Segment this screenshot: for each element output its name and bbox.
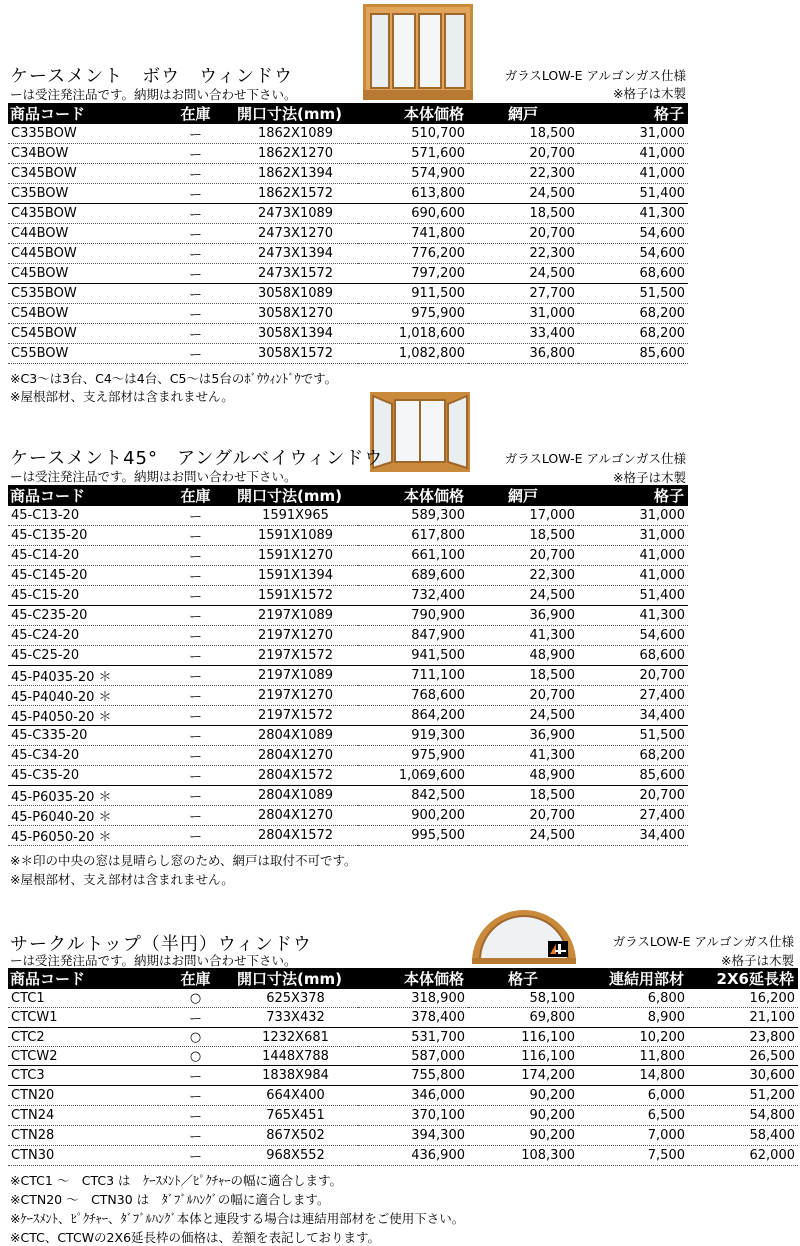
table-cell: 41,300 xyxy=(578,606,688,626)
table-cell: 45-C25-20 xyxy=(8,646,158,666)
table-cell: 664X400 xyxy=(233,1086,358,1106)
table-cell: 3058X1394 xyxy=(233,324,358,344)
table-cell: 27,400 xyxy=(578,686,688,706)
table-cell: 768,600 xyxy=(358,686,468,706)
circle-col-header: 在庫 xyxy=(180,970,211,988)
table-cell: ー xyxy=(158,606,233,626)
table-cell: 741,800 xyxy=(358,224,468,244)
table-cell: 31,000 xyxy=(578,526,688,546)
table-cell: 7,500 xyxy=(578,1146,688,1166)
table-cell: ー xyxy=(158,766,233,786)
table-cell: ー xyxy=(158,1008,233,1028)
table-cell: 3058X1089 xyxy=(233,284,358,304)
table-cell: 41,000 xyxy=(578,566,688,586)
table-cell: ー xyxy=(158,244,233,264)
table-cell: CTN20 xyxy=(8,1086,158,1106)
table-cell: 27,700 xyxy=(468,284,578,304)
table-cell: 51,200 xyxy=(688,1086,798,1106)
bow-col-header: 網戸 xyxy=(507,105,538,123)
table-cell: ー xyxy=(158,686,233,706)
table-cell: 1,018,600 xyxy=(358,324,468,344)
table-cell: CTN28 xyxy=(8,1126,158,1146)
table-cell: 90,200 xyxy=(468,1086,578,1106)
table-cell: 18,500 xyxy=(468,666,578,686)
table-cell: ○ xyxy=(158,989,233,1008)
table-cell: 54,800 xyxy=(688,1106,798,1126)
table-cell: 24,500 xyxy=(468,826,578,846)
table-cell: CTCW2 xyxy=(8,1047,158,1066)
table-cell: 20,700 xyxy=(468,546,578,566)
table-cell: CTN24 xyxy=(8,1106,158,1126)
table-cell: 20,700 xyxy=(468,686,578,706)
bay-col-header: 商品コード xyxy=(10,487,86,505)
table-cell: C545BOW xyxy=(8,324,158,344)
table-cell: 90,200 xyxy=(468,1106,578,1126)
bay-grille-spec: ※格子は木製 xyxy=(613,470,686,485)
table-cell: 2197X1089 xyxy=(233,666,358,686)
table-cell: 394,300 xyxy=(358,1126,468,1146)
table-cell: 587,000 xyxy=(358,1047,468,1066)
table-cell: 733X432 xyxy=(233,1008,358,1028)
table-cell: 68,200 xyxy=(578,324,688,344)
circle-col-header: 商品コード xyxy=(10,970,86,988)
circle-header-row xyxy=(8,968,798,989)
table-cell: ー xyxy=(158,786,233,806)
bow-glass-spec: ガラスLOW-E アルゴンガス仕様 xyxy=(504,68,686,83)
table-cell: 17,000 xyxy=(468,506,578,526)
circle-title: サークルトップ（半円）ウィンドウ xyxy=(10,934,312,955)
table-cell: 625X378 xyxy=(233,989,358,1008)
table-cell: ー xyxy=(158,746,233,766)
bay-col-header: 在庫 xyxy=(180,487,211,505)
bow-footnote-1: ※C3～は3台、C4～は4台、C5～は5台のﾎﾞｳｳｨﾝﾄﾞｳです。 xyxy=(10,371,338,386)
table-cell: 14,800 xyxy=(578,1066,688,1086)
bow-col-header: 在庫 xyxy=(180,105,211,123)
table-cell: ー xyxy=(158,1086,233,1106)
circle-table-body xyxy=(8,989,798,1166)
table-cell: 689,600 xyxy=(358,566,468,586)
bay-col-header: 本体価格 xyxy=(403,487,464,505)
table-cell: 2804X1572 xyxy=(233,826,358,846)
table-cell: 20,700 xyxy=(468,144,578,164)
table-cell: C335BOW xyxy=(8,124,158,144)
table-cell: 346,000 xyxy=(358,1086,468,1106)
table-row xyxy=(8,1086,798,1106)
table-cell: 34,400 xyxy=(578,706,688,726)
table-cell: C34BOW xyxy=(8,144,158,164)
table-cell: 755,800 xyxy=(358,1066,468,1086)
table-cell: 41,000 xyxy=(578,546,688,566)
table-cell: 45-P4040-20 ＊ xyxy=(8,686,158,706)
table-row xyxy=(8,1146,798,1166)
circle-footnote-3: ※ｹｰｽﾒﾝﾄ、ﾋﾟｸﾁｬｰ、ﾀﾞﾌﾞﾙﾊﾝｸﾞ本体と連段する場合は連結用部材をご使用下さい。 xyxy=(10,1211,465,1226)
table-cell: 975,900 xyxy=(358,304,468,324)
circle-glass-spec: ガラスLOW-E アルゴンガス仕様 xyxy=(612,934,794,949)
table-cell: 1591X965 xyxy=(233,506,358,526)
table-cell: 1591X1572 xyxy=(233,586,358,606)
table-cell: CTC1 xyxy=(8,989,158,1008)
table-cell: 571,600 xyxy=(358,144,468,164)
table-cell: 2197X1089 xyxy=(233,606,358,626)
table-cell: C345BOW xyxy=(8,164,158,184)
table-cell: 85,600 xyxy=(578,766,688,786)
table-cell: 1838X984 xyxy=(233,1066,358,1086)
table-cell: 45-C24-20 xyxy=(8,626,158,646)
table-cell: 2804X1089 xyxy=(233,786,358,806)
table-cell: 116,100 xyxy=(468,1047,578,1066)
circle-col-header: 開口寸法(mm) xyxy=(237,970,342,988)
table-cell: 22,300 xyxy=(468,566,578,586)
table-cell: 54,600 xyxy=(578,224,688,244)
table-cell: 2804X1089 xyxy=(233,726,358,746)
table-cell: 54,600 xyxy=(578,244,688,264)
table-cell: 41,000 xyxy=(578,144,688,164)
table-cell: 617,800 xyxy=(358,526,468,546)
bay-col-header: 格子 xyxy=(653,487,684,505)
table-cell: 51,500 xyxy=(578,726,688,746)
table-cell: 1591X1089 xyxy=(233,526,358,546)
table-cell: 24,500 xyxy=(468,586,578,606)
table-cell: 732,400 xyxy=(358,586,468,606)
table-cell: 45-C15-20 xyxy=(8,586,158,606)
table-cell: 20,700 xyxy=(578,666,688,686)
bay-glass-spec: ガラスLOW-E アルゴンガス仕様 xyxy=(504,451,686,466)
bow-order-note: ーは受注発注品です。納期はお問い合わせ下さい。 xyxy=(10,87,297,102)
table-cell: 900,200 xyxy=(358,806,468,826)
table-cell: 116,100 xyxy=(468,1028,578,1047)
table-cell: ー xyxy=(158,224,233,244)
table-cell: 41,300 xyxy=(468,626,578,646)
table-cell: CTCW1 xyxy=(8,1008,158,1028)
table-cell: 1591X1270 xyxy=(233,546,358,566)
table-cell: 7,000 xyxy=(578,1126,688,1146)
table-cell: 31,000 xyxy=(468,304,578,324)
table-cell: 68,200 xyxy=(578,746,688,766)
table-cell: ー xyxy=(158,164,233,184)
table-cell: 51,400 xyxy=(578,586,688,606)
table-cell: 613,800 xyxy=(358,184,468,204)
table-cell: 2197X1270 xyxy=(233,686,358,706)
table-cell: 574,900 xyxy=(358,164,468,184)
table-cell: 41,300 xyxy=(578,204,688,224)
circle-footnote-4: ※CTC、CTCWの2X6延長枠の価格は、差額を表記しております。 xyxy=(10,1230,381,1245)
table-cell: 2804X1270 xyxy=(233,746,358,766)
table-cell: 711,100 xyxy=(358,666,468,686)
table-cell: 2804X1270 xyxy=(233,806,358,826)
table-cell: C45BOW xyxy=(8,264,158,284)
table-cell: 174,200 xyxy=(468,1066,578,1086)
table-row xyxy=(8,1028,798,1047)
circle-footnote-2: ※CTN20 ～ CTN30 は ﾀﾞﾌﾞﾙﾊﾝｸﾞの幅に適合します。 xyxy=(10,1192,330,1207)
table-cell: 16,200 xyxy=(688,989,798,1008)
table-cell: 1232X681 xyxy=(233,1028,358,1047)
table-cell: C55BOW xyxy=(8,344,158,364)
table-cell: 108,300 xyxy=(468,1146,578,1166)
table-cell: 589,300 xyxy=(358,506,468,526)
table-cell: 531,700 xyxy=(358,1028,468,1047)
bay-col-header: 開口寸法(mm) xyxy=(237,487,342,505)
table-cell: 765X451 xyxy=(233,1106,358,1126)
table-cell: 85,600 xyxy=(578,344,688,364)
table-cell: 41,300 xyxy=(468,746,578,766)
circle-col-header: 連結用部材 xyxy=(608,970,684,988)
table-cell: 45-P4035-20 ＊ xyxy=(8,666,158,686)
table-cell: 36,900 xyxy=(468,606,578,626)
table-cell: C54BOW xyxy=(8,304,158,324)
table-cell: ー xyxy=(158,546,233,566)
table-cell: 2804X1572 xyxy=(233,766,358,786)
table-cell: ー xyxy=(158,666,233,686)
table-cell: 919,300 xyxy=(358,726,468,746)
table-cell: 45-P6050-20 ＊ xyxy=(8,826,158,846)
table-cell: 20,700 xyxy=(578,786,688,806)
table-cell: 45-C145-20 xyxy=(8,566,158,586)
table-cell: 45-C235-20 xyxy=(8,606,158,626)
table-cell: 31,000 xyxy=(578,124,688,144)
table-cell: 6,500 xyxy=(578,1106,688,1126)
bow-title: ケースメント ボウ ウィンドウ xyxy=(10,66,294,87)
table-cell: 45-P6035-20 ＊ xyxy=(8,786,158,806)
table-cell: 69,800 xyxy=(468,1008,578,1028)
table-cell: 45-C13-20 xyxy=(8,506,158,526)
table-cell: 26,500 xyxy=(688,1047,798,1066)
table-cell: ー xyxy=(158,726,233,746)
table-cell: C35BOW xyxy=(8,184,158,204)
table-cell: 41,000 xyxy=(578,164,688,184)
table-cell: 318,900 xyxy=(358,989,468,1008)
table-cell: 45-C335-20 xyxy=(8,726,158,746)
table-cell: ー xyxy=(158,826,233,846)
table-cell: 23,800 xyxy=(688,1028,798,1047)
bow-col-header: 商品コード xyxy=(10,105,86,123)
table-cell: 2473X1270 xyxy=(233,224,358,244)
table-cell: 510,700 xyxy=(358,124,468,144)
table-cell: ー xyxy=(158,1146,233,1166)
table-cell: 2197X1572 xyxy=(233,706,358,726)
table-cell: 1862X1089 xyxy=(233,124,358,144)
table-cell: 2197X1270 xyxy=(233,626,358,646)
table-cell: 22,300 xyxy=(468,164,578,184)
table-cell: ー xyxy=(158,184,233,204)
bow-footnote-2: ※屋根部材、支え部材は含まれません。 xyxy=(10,389,234,404)
table-cell: 90,200 xyxy=(468,1126,578,1146)
table-cell: ー xyxy=(158,706,233,726)
table-cell: ー xyxy=(158,264,233,284)
table-cell: C445BOW xyxy=(8,244,158,264)
table-cell: ー xyxy=(158,526,233,546)
table-cell: 975,900 xyxy=(358,746,468,766)
table-cell: ー xyxy=(158,1106,233,1126)
table-cell: 1448X788 xyxy=(233,1047,358,1066)
table-cell: ー xyxy=(158,204,233,224)
bay-col-header: 網戸 xyxy=(507,487,538,505)
table-cell: 690,600 xyxy=(358,204,468,224)
table-cell: 54,600 xyxy=(578,626,688,646)
table-cell: 10,200 xyxy=(578,1028,688,1047)
table-cell: 58,100 xyxy=(468,989,578,1008)
table-cell: C44BOW xyxy=(8,224,158,244)
table-cell: ー xyxy=(158,304,233,324)
table-cell: 8,900 xyxy=(578,1008,688,1028)
table-cell: 48,900 xyxy=(468,766,578,786)
bow-col-header: 格子 xyxy=(653,105,684,123)
table-cell: ー xyxy=(158,1126,233,1146)
table-cell: ー xyxy=(158,1066,233,1086)
table-cell: 6,000 xyxy=(578,1086,688,1106)
table-cell: 1862X1270 xyxy=(233,144,358,164)
table-cell: 1862X1394 xyxy=(233,164,358,184)
table-cell: 864,200 xyxy=(358,706,468,726)
table-cell: 36,800 xyxy=(468,344,578,364)
table-cell: 36,900 xyxy=(468,726,578,746)
table-cell: 30,600 xyxy=(688,1066,798,1086)
table-cell: ○ xyxy=(158,1028,233,1047)
table-row xyxy=(8,1047,798,1066)
table-cell: 68,600 xyxy=(578,646,688,666)
table-cell: 45-P6040-20 ＊ xyxy=(8,806,158,826)
table-cell: 20,700 xyxy=(468,806,578,826)
table-cell: 68,600 xyxy=(578,264,688,284)
table-cell: 27,400 xyxy=(578,806,688,826)
table-cell: ー xyxy=(158,506,233,526)
table-cell: 370,100 xyxy=(358,1106,468,1126)
table-cell: 3058X1572 xyxy=(233,344,358,364)
table-cell: 58,400 xyxy=(688,1126,798,1146)
table-cell: ー xyxy=(158,806,233,826)
table-cell: 18,500 xyxy=(468,124,578,144)
circle-footnote-1: ※CTC1 ～ CTC3 は ｹｰｽﾒﾝﾄ／ﾋﾟｸﾁｬｰの幅に適合します。 xyxy=(10,1173,343,1188)
table-cell: ー xyxy=(158,586,233,606)
table-cell: 45-P4050-20 ＊ xyxy=(8,706,158,726)
table-cell: 48,900 xyxy=(468,646,578,666)
bay-order-note: ーは受注発注品です。納期はお問い合わせ下さい。 xyxy=(10,469,297,484)
table-row xyxy=(8,989,798,1008)
table-cell: ○ xyxy=(158,1047,233,1066)
table-cell: 45-C35-20 xyxy=(8,766,158,786)
table-cell: 51,400 xyxy=(578,184,688,204)
table-cell: 797,200 xyxy=(358,264,468,284)
table-cell: 941,500 xyxy=(358,646,468,666)
bow-col-header: 開口寸法(mm) xyxy=(237,105,342,123)
table-cell: 34,400 xyxy=(578,826,688,846)
table-cell: 6,800 xyxy=(578,989,688,1008)
table-cell: 45-C34-20 xyxy=(8,746,158,766)
table-cell: 2197X1572 xyxy=(233,646,358,666)
table-cell: C535BOW xyxy=(8,284,158,304)
table-cell: ー xyxy=(158,324,233,344)
table-cell: 867X502 xyxy=(233,1126,358,1146)
table-cell: CTC3 xyxy=(8,1066,158,1086)
bay-footnote-2: ※屋根部材、支え部材は含まれません。 xyxy=(10,872,234,887)
table-cell: 18,500 xyxy=(468,526,578,546)
table-cell: 1,082,800 xyxy=(358,344,468,364)
table-cell: 968X552 xyxy=(233,1146,358,1166)
table-cell: 21,100 xyxy=(688,1008,798,1028)
table-cell: 3058X1270 xyxy=(233,304,358,324)
table-cell: 2473X1572 xyxy=(233,264,358,284)
table-cell: 378,400 xyxy=(358,1008,468,1028)
circle-order-note: ーは受注発注品です。納期はお問い合わせ下さい。 xyxy=(10,953,297,968)
table-cell: 24,500 xyxy=(468,706,578,726)
table-cell: 24,500 xyxy=(468,264,578,284)
table-cell: 842,500 xyxy=(358,786,468,806)
table-cell: ー xyxy=(158,124,233,144)
table-cell: 22,300 xyxy=(468,244,578,264)
table-cell: 45-C135-20 xyxy=(8,526,158,546)
table-cell: 45-C14-20 xyxy=(8,546,158,566)
table-cell: 68,200 xyxy=(578,304,688,324)
table-cell: 24,500 xyxy=(468,184,578,204)
table-cell: 18,500 xyxy=(468,786,578,806)
table-cell: 436,900 xyxy=(358,1146,468,1166)
table-cell: 911,500 xyxy=(358,284,468,304)
table-cell: 995,500 xyxy=(358,826,468,846)
table-cell: 51,500 xyxy=(578,284,688,304)
bow-grille-spec: ※格子は木製 xyxy=(613,86,686,101)
table-cell: 1591X1394 xyxy=(233,566,358,586)
table-cell: C435BOW xyxy=(8,204,158,224)
table-cell: 661,100 xyxy=(358,546,468,566)
table-cell: 1862X1572 xyxy=(233,184,358,204)
circle-col-header: 本体価格 xyxy=(403,970,464,988)
table-cell: CTN30 xyxy=(8,1146,158,1166)
table-cell: ー xyxy=(158,646,233,666)
circle-col-header: 格子 xyxy=(507,970,538,988)
table-cell: 20,700 xyxy=(468,224,578,244)
table-cell: 847,900 xyxy=(358,626,468,646)
table-cell: 2473X1394 xyxy=(233,244,358,264)
table-cell: ー xyxy=(158,144,233,164)
table-cell: 1,069,600 xyxy=(358,766,468,786)
circle-grille-spec: ※格子は木製 xyxy=(721,953,794,968)
bow-col-header: 本体価格 xyxy=(403,105,464,123)
table-cell: 62,000 xyxy=(688,1146,798,1166)
circle-price-table xyxy=(8,968,798,1166)
table-row xyxy=(8,1066,798,1086)
table-cell: ー xyxy=(158,344,233,364)
table-cell: ー xyxy=(158,566,233,586)
table-cell: CTC2 xyxy=(8,1028,158,1047)
table-cell: 31,000 xyxy=(578,506,688,526)
table-cell: 790,900 xyxy=(358,606,468,626)
table-cell: 2473X1089 xyxy=(233,204,358,224)
table-row xyxy=(8,1106,798,1126)
bay-title: ケースメント45° アングルベイウィンドウ xyxy=(10,448,384,469)
table-row xyxy=(8,1008,798,1028)
table-cell: 33,400 xyxy=(468,324,578,344)
table-cell: 11,800 xyxy=(578,1047,688,1066)
table-cell: 776,200 xyxy=(358,244,468,264)
table-cell: 18,500 xyxy=(468,204,578,224)
bay-footnote-1: ※＊印の中央の窓は見晴らし窓のため、網戸は取付不可です。 xyxy=(10,853,357,868)
circle-col-header: 2X6延長枠 xyxy=(716,970,794,988)
table-cell: ー xyxy=(158,284,233,304)
table-cell: ー xyxy=(158,626,233,646)
table-row xyxy=(8,1126,798,1146)
brand-logo-icon xyxy=(548,941,568,957)
